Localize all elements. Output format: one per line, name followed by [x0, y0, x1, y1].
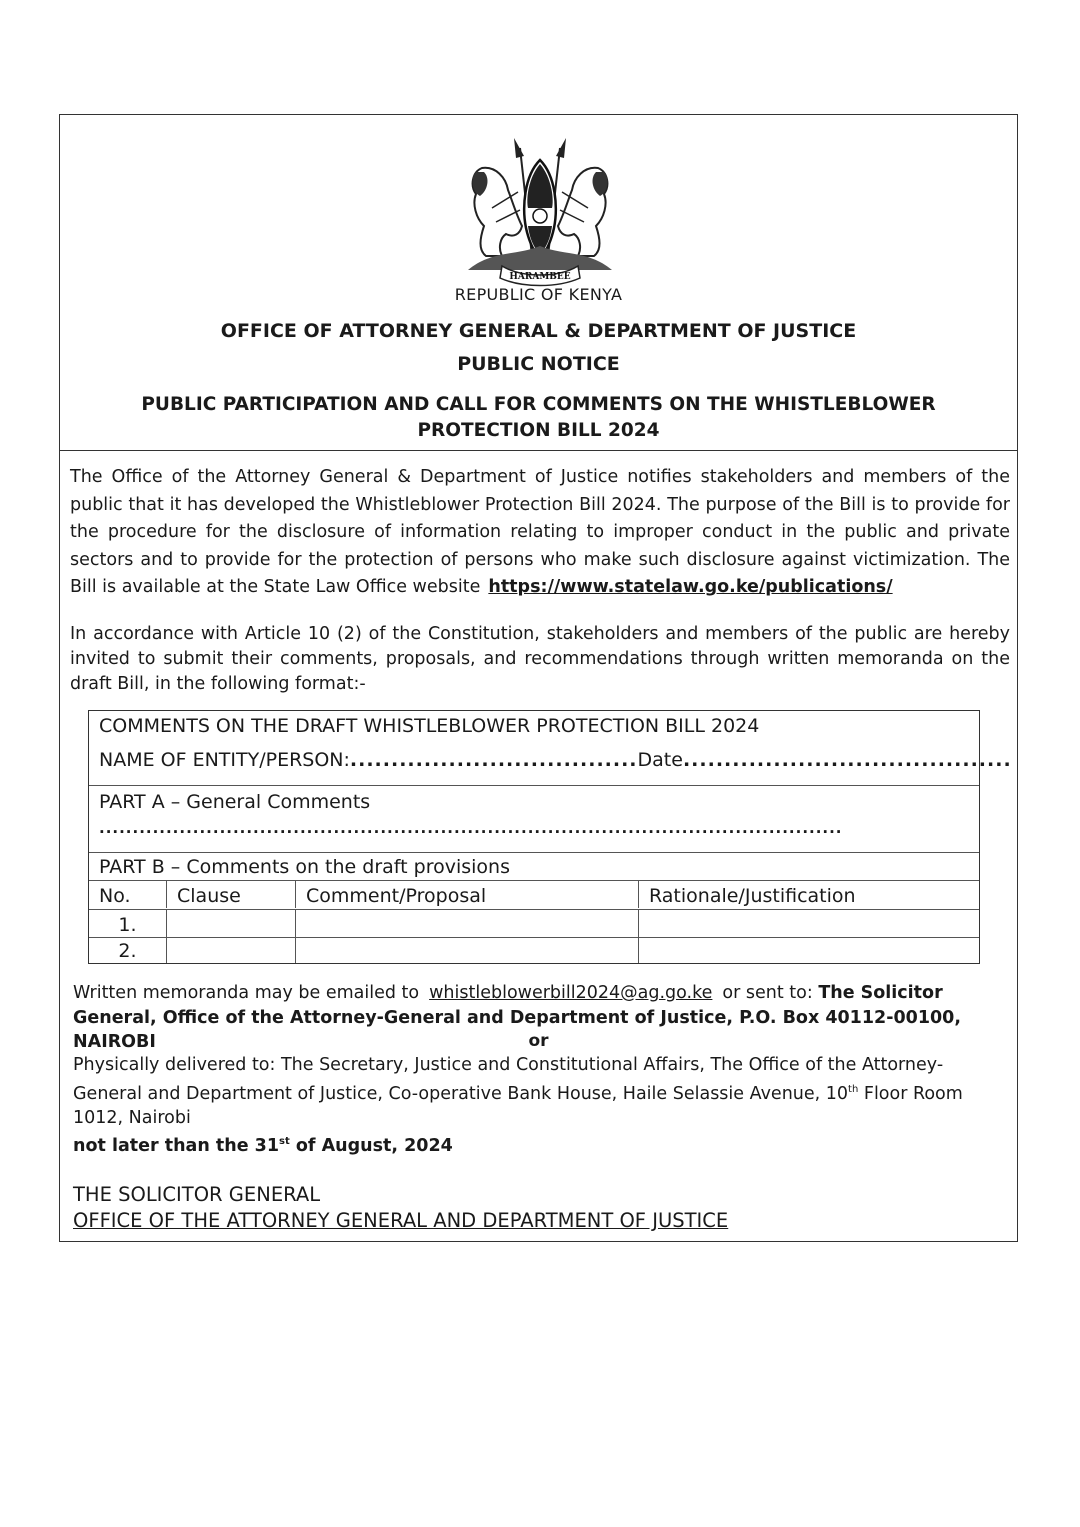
table-row [89, 938, 979, 963]
clause-cell [167, 910, 296, 937]
clause-cell [167, 938, 296, 963]
email-link[interactable]: whistleblowerbill2024@ag.go.ke [429, 983, 713, 1003]
comment-cell [296, 938, 639, 963]
name-dots: ................................... [349, 749, 638, 771]
signatory-title: THE SOLICITOR GENERAL [73, 1183, 321, 1206]
comment-cell [296, 910, 639, 937]
date-dots: ........................................ [682, 749, 1012, 771]
ordinal-suffix: st [279, 1136, 290, 1148]
part-a-heading: PART A – General Comments [99, 791, 371, 813]
or-separator: or [528, 1031, 549, 1051]
name-label: NAME OF ENTITY/PERSON: [99, 749, 350, 771]
physical-address: Physically delivered to: The Secretary, Justice and Constitutional Affairs, The Office of the Attorney-General and Department of Justice, Co-operative Bank House, Haile Selassie Avenue, 10 [73, 1055, 944, 1104]
column-header: Clause [167, 881, 296, 908]
rationale-cell [639, 910, 979, 937]
form-divider [89, 852, 979, 853]
form-title: COMMENTS ON THE DRAFT WHISTLEBLOWER PROTECTION BILL 2024 [99, 715, 760, 737]
table-header-row [89, 881, 979, 908]
row-number: 2. [89, 938, 167, 963]
deadline-text: not later than the 31 [73, 1136, 280, 1157]
ordinal-suffix: th [848, 1083, 859, 1095]
memorandum-format-box [88, 710, 1012, 964]
date-label: Date [637, 749, 683, 771]
signatory-office: OFFICE OF THE ATTORNEY GENERAL AND DEPARTMENT OF JUSTICE [73, 1209, 729, 1232]
kenya-coat-of-arms-icon [462, 138, 618, 288]
notice-subject: PUBLIC PARTICIPATION AND CALL FOR COMMENTS ON THE WHISTLEBLOWER PROTECTION BILL 2024 [141, 394, 936, 441]
notice-type: PUBLIC NOTICE [457, 353, 620, 375]
column-header: Comment/Proposal [296, 881, 639, 908]
intro-text: The Office of the Attorney General & Department of Justice notifies stakeholders and members of the public that it has developed the Whistleblower Protection Bill 2024. The purpose of the Bill is to provide for the procedure for the disclosure of information relating to improper conduct in the public and private sectors and to provide for the protection of persons who make such disclosure against victimization. The Bill is available at the State Law Office website [70, 467, 1010, 598]
deadline [73, 1136, 453, 1156]
intro-paragraph [70, 464, 1010, 602]
column-header: Rationale/Justification [649, 885, 856, 907]
submission-intro: Written memoranda may be emailed to [73, 983, 420, 1003]
invitation-paragraph: In accordance with Article 10 (2) of the Constitution, stakeholders and members of the public are hereby invited to submit their comments, proposals, and recommendations through written memoranda on the draft Bill, in the following format:- [70, 624, 1010, 694]
country-name: REPUBLIC OF KENYA [454, 285, 623, 304]
statelaw-website-link[interactable]: https://www.statelaw.go.ke/publications/ [488, 577, 893, 598]
physical-address-end: Floor Room 1012, Nairobi [73, 1083, 963, 1128]
form-divider [89, 785, 979, 786]
table-row [89, 910, 979, 937]
sent-to-prefix: or sent to: [722, 983, 813, 1003]
form-name-date-line [99, 749, 1012, 771]
row-number: 1. [89, 910, 167, 937]
office-heading: OFFICE OF ATTORNEY GENERAL & DEPARTMENT OF JUSTICE [220, 320, 857, 342]
deadline-date: of August, 2024 [289, 1136, 453, 1157]
rationale-cell [639, 938, 979, 963]
part-a-dots: ............................................................................................................... [99, 819, 843, 837]
part-b-heading: PART B – Comments on the draft provisions [99, 856, 510, 878]
header-divider [59, 450, 1018, 451]
column-header: No. [89, 881, 167, 908]
postal-address: The Solicitor General, Office of the Attorney-General and Department of Justice, P.O. Box 40112-00100, NAIROBI [73, 983, 962, 1052]
physical-delivery-paragraph [73, 1053, 1011, 1159]
emblem-motto: HARAMBEE [509, 272, 571, 282]
